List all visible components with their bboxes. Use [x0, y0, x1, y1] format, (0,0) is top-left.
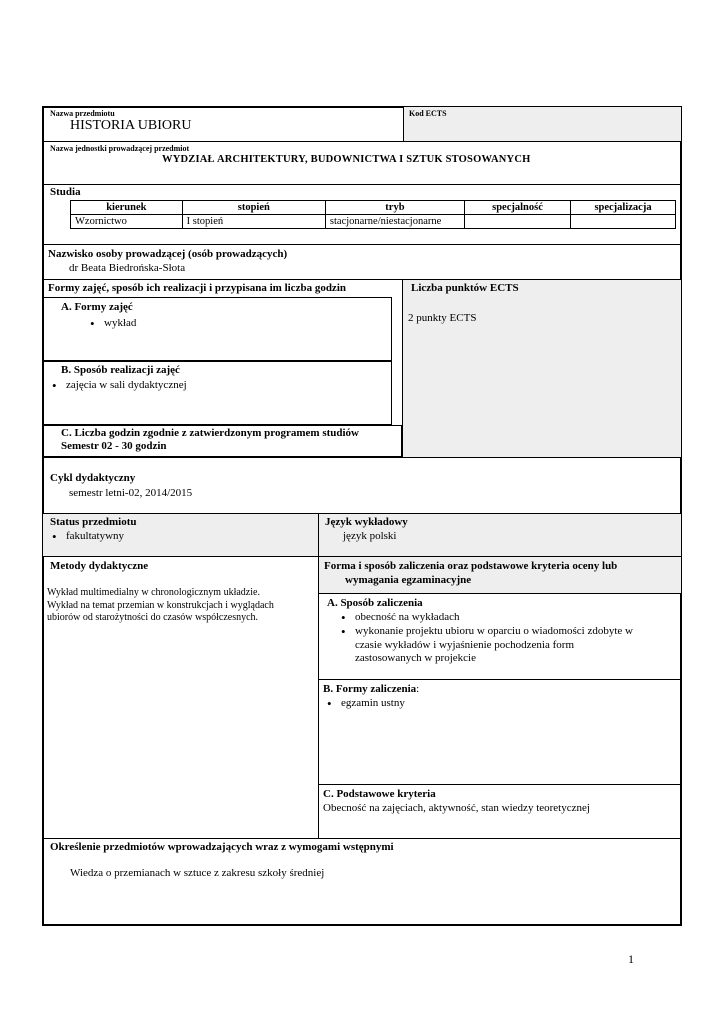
- assessment-method-label: A. Sposób zaliczenia: [327, 597, 423, 609]
- prerequisites-value: Wiedza o przemianach w sztuce z zakresu szkoły średniej: [70, 867, 325, 879]
- realization-label: B. Sposób realizacji zajęć: [61, 364, 180, 376]
- assessment-forms-list: [323, 697, 405, 711]
- methods-line-2: Wykład na temat przemian w konstrukcjach i wyglądach: [47, 600, 274, 611]
- studies-cell-field: Wzornictwo: [71, 215, 183, 229]
- divider: [318, 557, 319, 839]
- studies-header-specialty: specjalność: [464, 201, 570, 215]
- forms-label: A. Formy zajęć: [61, 301, 133, 313]
- divider: [43, 184, 681, 185]
- assessment-forms-suffix: :: [416, 683, 420, 695]
- list-item: • wykład: [86, 317, 136, 331]
- divider: [43, 838, 681, 839]
- assessment-forms-label: B. Formy zaliczenia: [323, 683, 417, 695]
- cycle-label: Cykl dydaktyczny: [50, 472, 136, 484]
- studies-cell-mode: stacjonarne/niestacjonarne: [325, 215, 464, 229]
- assessment-criteria-value: Obecność na zajęciach, aktywność, stan wiedzy teoretycznej: [323, 802, 590, 814]
- list-item: • zajęcia w sali dydaktycznej: [48, 379, 187, 393]
- forms-list: [86, 317, 136, 331]
- forms-section-label: Formy zajęć, sposób ich realizacji i przypisana im liczba godzin: [48, 282, 346, 294]
- list-item: • egzamin ustny: [323, 697, 405, 711]
- unit-label: Nazwa jednostki prowadzącej przedmiot: [50, 144, 190, 153]
- divider: [43, 244, 681, 245]
- ects-code-label: Kod ECTS: [409, 109, 447, 118]
- ects-points-label: Liczba punktów ECTS: [411, 282, 519, 294]
- studies-header-specialization: specjalizacja: [571, 201, 676, 215]
- studies-cell-level: I stopień: [182, 215, 325, 229]
- assessment-forms-label-wrap: [323, 683, 419, 696]
- assessment-label-line1: Forma i sposób zaliczenia oraz podstawowe kryteria oceny lub: [324, 560, 618, 572]
- divider: [319, 593, 681, 594]
- studies-header-field: kierunek: [71, 201, 183, 215]
- studies-cell-specialization: [571, 215, 676, 229]
- assessment-method-item2-line1: wykonanie projektu ubioru w oparciu o wiadomości zdobyte w: [355, 624, 633, 637]
- hours-label: C. Liczba godzin zgodnie z zatwierdzonym programem studiów: [61, 427, 359, 439]
- ects-points-value: 2 punkty ECTS: [408, 312, 477, 324]
- methods-line-3: ubiorów od starożytności do czasów współczesnych.: [47, 612, 259, 623]
- ects-points-cell: [402, 280, 681, 457]
- language-label: Język wykładowy: [325, 516, 408, 528]
- methods-label: Metody dydaktyczne: [50, 560, 149, 572]
- lecturer-value: dr Beata Biedrońska-Słota: [69, 262, 186, 274]
- unit-value: WYDZIAŁ ARCHITEKTURY, BUDOWNICTWA I SZTUK STOSOWANYCH: [162, 154, 531, 165]
- methods-line-1: Wykład multimedialny w chronologicznym układzie.: [47, 587, 260, 598]
- divider: [319, 679, 681, 680]
- studies-header-level: stopień: [182, 201, 325, 215]
- divider: [43, 457, 681, 458]
- list-item: • fakultatywny: [48, 530, 124, 544]
- list-item: [337, 625, 677, 666]
- course-name-value: HISTORIA UBIORU: [70, 118, 192, 133]
- status-label: Status przedmiotu: [50, 516, 137, 528]
- course-name-label: Nazwa przedmiotu: [50, 109, 115, 118]
- studies-label: Studia: [50, 186, 81, 198]
- prerequisites-label: Określenie przedmiotów wprowadzających wraz z wymogami wstępnymi: [50, 841, 394, 853]
- status-list: [48, 530, 124, 544]
- cycle-value: semestr letni-02, 2014/2015: [69, 487, 193, 499]
- list-item: • obecność na wykładach: [337, 611, 677, 625]
- studies-cell-specialty: [464, 215, 570, 229]
- divider: [319, 784, 681, 785]
- hours-value: Semestr 02 - 30 godzin: [61, 440, 167, 452]
- assessment-method-item2-line2: czasie wykładów i wyjaśnienie pochodzenia form: [355, 638, 575, 651]
- page-number: 1: [628, 952, 634, 966]
- assessment-method-list: [337, 611, 677, 666]
- assessment-criteria-label: C. Podstawowe kryteria: [323, 788, 436, 800]
- assessment-label-line2: wymagania egzaminacyjne: [345, 574, 472, 586]
- realization-list: [48, 379, 187, 393]
- studies-table: [70, 200, 676, 229]
- assessment-method-item2-line3: zastosowanych w projekcie: [355, 652, 476, 665]
- language-value: język polski: [343, 530, 397, 542]
- lecturer-label: Nazwisko osoby prowadzącej (osób prowadzących): [48, 248, 288, 260]
- studies-header-mode: tryb: [325, 201, 464, 215]
